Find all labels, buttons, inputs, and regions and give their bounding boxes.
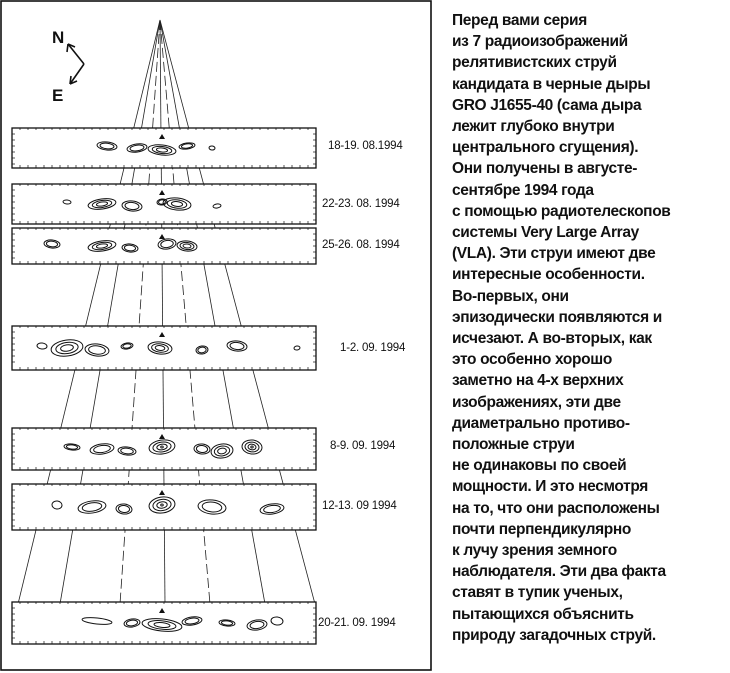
figure-caption	[452, 10, 724, 646]
caption-line: с помощью радиотелескопов	[452, 202, 671, 220]
strip-date-label: 18-19. 08.1994	[328, 140, 403, 152]
caption-line: лежит глубоко внутри	[452, 118, 615, 136]
caption-line: (VLA). Эти струи имеют две	[452, 245, 656, 263]
caption-line: интересные особенности.	[452, 266, 645, 284]
strip-date-label: 1-2. 09. 1994	[340, 342, 406, 354]
caption-line: из 7 радиоизображений	[452, 33, 628, 51]
caption-line: положные струи	[452, 436, 575, 454]
caption-line: GRO J1655-40 (сама дыра	[452, 96, 642, 114]
caption-line: к лучу зрения земного	[452, 542, 617, 560]
caption-line: это особенно хорошо	[452, 351, 612, 369]
caption-line: ставят в тупик ученых,	[452, 584, 623, 602]
caption-line: почти перпендикулярно	[452, 520, 632, 538]
caption-line: изображениях, эти две	[452, 393, 621, 411]
radio-image-strip	[12, 602, 316, 644]
caption-line: пытающихся объяснить	[452, 605, 634, 623]
radio-image-strip	[12, 326, 316, 370]
caption-line: не одинаковы по своей	[452, 457, 627, 475]
strip-date-label: 12-13. 09 1994	[322, 500, 397, 512]
caption-line: кандидата в черные дыры	[452, 75, 651, 93]
strip-date-label: 8-9. 09. 1994	[330, 440, 396, 452]
caption-line: диаметрально противо-	[452, 414, 630, 432]
caption-line: Они получены в августе-	[452, 160, 638, 178]
radio-image-strip	[12, 228, 316, 264]
strip-frame	[12, 484, 316, 530]
radio-image-strips	[12, 128, 316, 644]
strip-date-label: 25-26. 08. 1994	[322, 239, 400, 251]
strip-frame	[12, 326, 316, 370]
caption-line: релятивистских струй	[452, 54, 617, 72]
caption-line: мощности. И это несмотря	[452, 478, 648, 496]
caption-line: на то, что они расположены	[452, 499, 660, 517]
radio-image-strip	[12, 128, 316, 168]
caption-line: сентябре 1994 года	[452, 181, 594, 199]
strip-frame	[12, 228, 316, 264]
caption-line: наблюдателя. Эти два факта	[452, 563, 666, 581]
caption-line: заметно на 4-х верхних	[452, 372, 624, 390]
caption-line: эпизодически появляются и	[452, 308, 662, 326]
radio-image-strip	[12, 484, 316, 530]
caption-line: центрального сгущения).	[452, 139, 639, 157]
caption-line: Перед вами серия	[452, 12, 587, 29]
compass-east-label: E	[52, 86, 64, 105]
strip-date-label: 22-23. 08. 1994	[322, 198, 400, 210]
strip-date-label: 20-21. 09. 1994	[318, 617, 396, 629]
caption-line: системы Very Large Array	[452, 224, 639, 242]
radio-image-strip	[12, 428, 316, 470]
caption-line: исчезают. А во-вторых, как	[452, 330, 652, 348]
caption-line: Во-первых, они	[452, 287, 569, 305]
compass-north-label: N	[52, 28, 65, 47]
compass-arrows	[67, 44, 84, 84]
radio-image-strip	[12, 184, 316, 224]
caption-line: природу загадочных струй.	[452, 626, 656, 644]
